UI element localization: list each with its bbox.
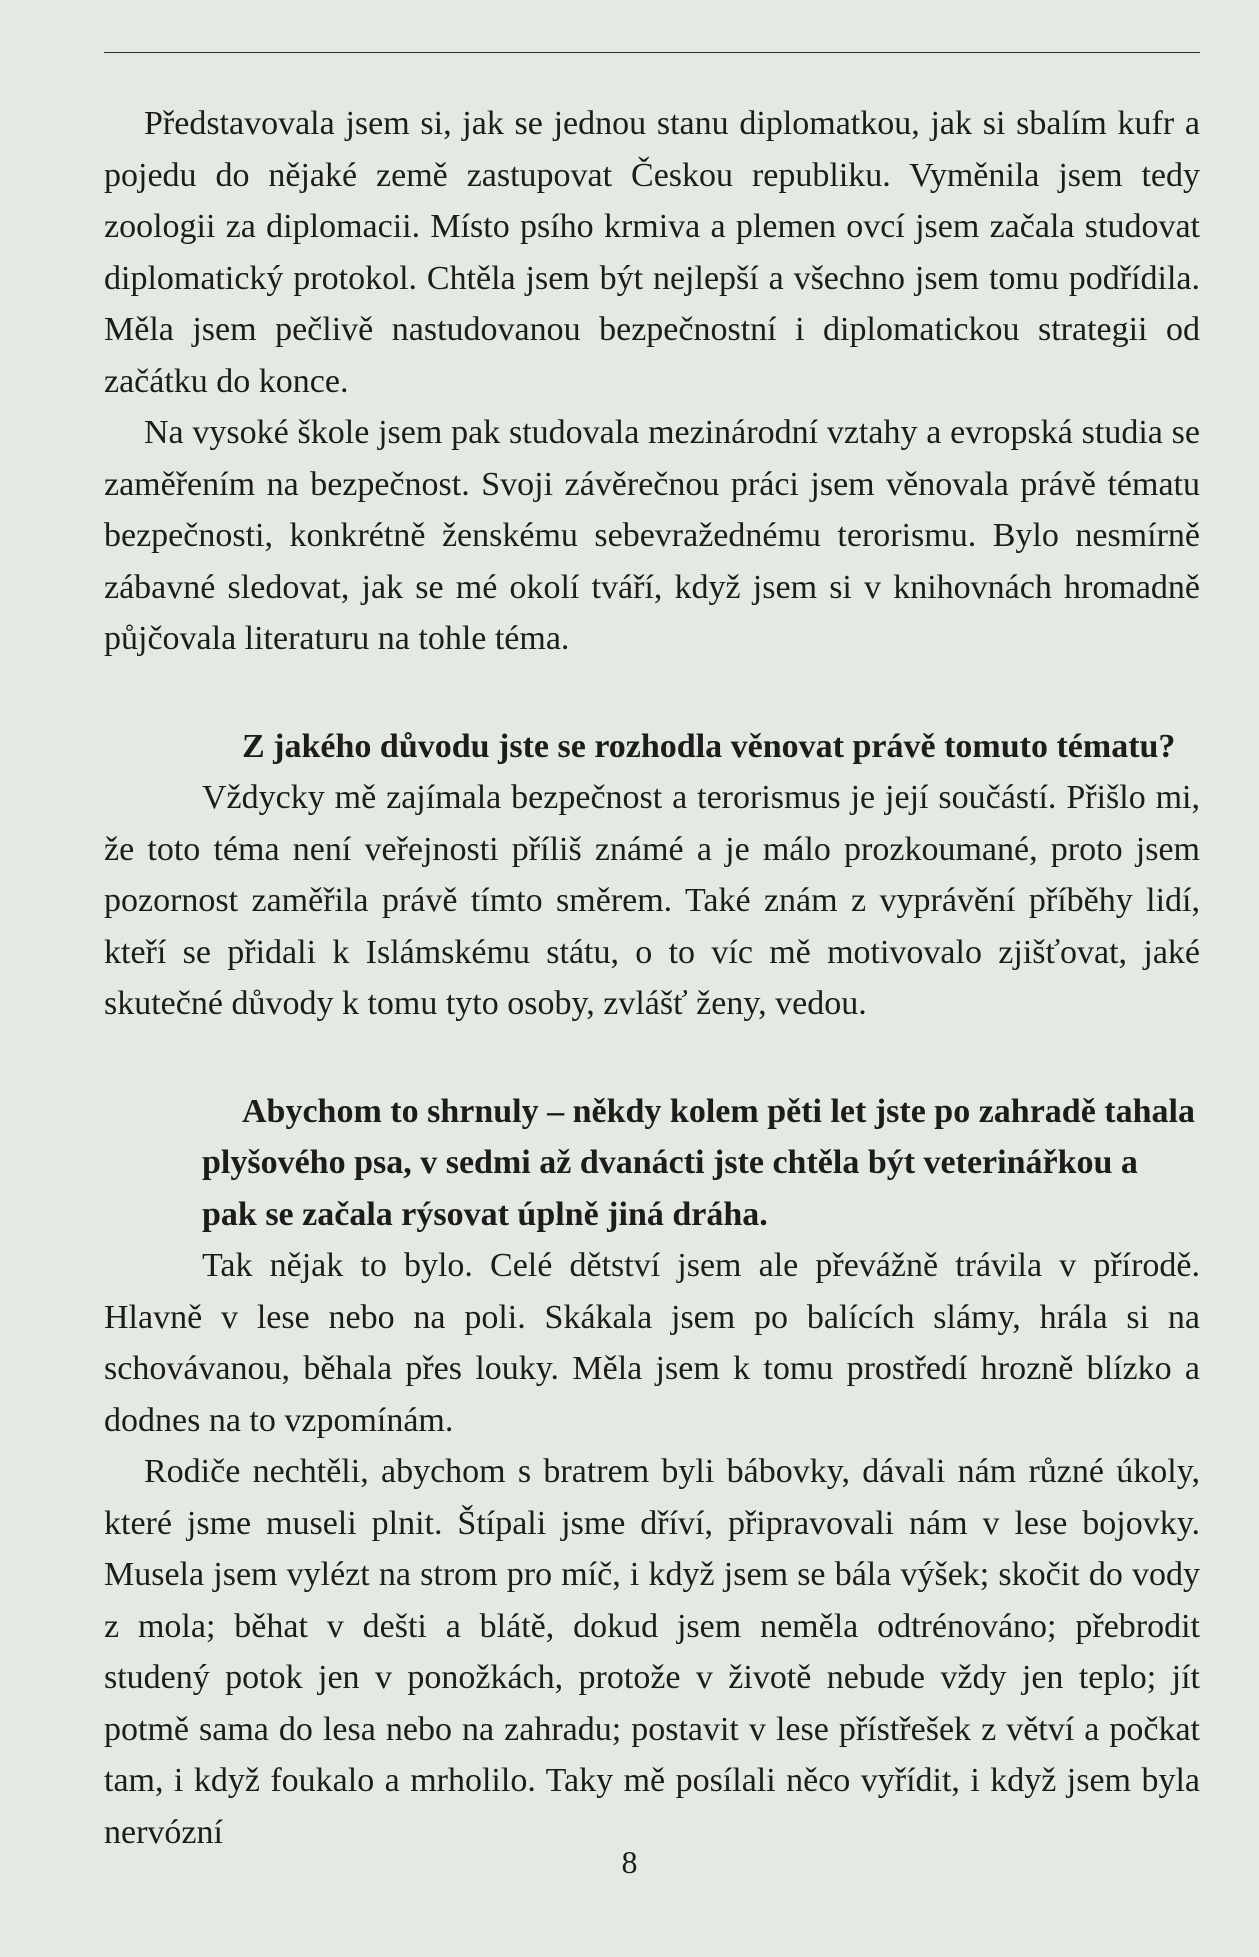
header-rule bbox=[104, 52, 1200, 53]
paragraph: Představovala jsem si, jak se jednou stanu diplomatkou, jak si sbalím kufr a pojedu do nějaké země zastupovat Českou republiku. Vyměnila jsem tedy zoologii za diplomacii. Místo psího krmiva a plemen ovcí jsem začala studovat diplomatický protokol. Chtěla jsem být nejlepší a všechno jsem tomu podřídila. Měla jsem pečlivě nastudovanou bezpečnostní i diplomatickou strategii od začátku do konce. bbox=[104, 105, 1200, 400]
interview-question: Abychom to shrnuly – někdy kolem pěti let jste po zahradě tahala plyšového psa, v sedmi až dvanácti jste chtěla být veterinářkou a pak se začala rýsovat úplně jiná dráha. bbox=[202, 1092, 1195, 1233]
page-number: 8 bbox=[621, 1844, 638, 1880]
paragraph: Rodiče nechtěli, abychom s bratrem byli bábovky, dávali nám různé úkoly, které jsme museli plnit. Štípali jsme dříví, připravovali nám v lese bojovky. Musela jsem vylézt na strom pro míč, i když jsem se bála výšek; skočit do vody z mola; běhat v dešti a blátě, dokud jsem neměla odtrénováno; přebrodit studený potok jen v ponožkách, protože v životě nebude vždy jen teplo; jít potmě sama do lesa nebo na zahradu; postavit v lese přístřešek z větví a počkat tam, i když foukalo a mrholilo. Taky mě posílali něco vyřídit, i když jsem byla nervózní bbox=[104, 1453, 1200, 1851]
page-text bbox=[104, 98, 1200, 1858]
paragraph: Na vysoké škole jsem pak studovala mezinárodní vztahy a evropská studia se zaměřením na bezpečnost. Svoji závěrečnou práci jsem věnovala právě tématu bezpečnosti, konkrétně ženskému sebevražednému terorismu. Bylo nesmírně zábavné sledovat, jak se mé okolí tváří, když jsem si v knihovnách hromadně půjčovala literaturu na tohle téma. bbox=[104, 414, 1200, 657]
interview-answer: Tak nějak to bylo. Celé dětství jsem ale převážně trávila v přírodě. Hlavně v lese nebo na poli. Skákala jsem po balících slámy, hrála si na schovávanou, běhala přes louky. Měla jsem k tomu prostředí hrozně blízko a dodnes na to vzpomínám. bbox=[104, 1247, 1200, 1439]
interview-question: Z jakého důvodu jste se rozhodla věnovat právě tomuto tématu? bbox=[242, 727, 1176, 765]
interview-answer: Vždycky mě zajímala bezpečnost a terorismus je její součástí. Přišlo mi, že toto téma není veřejnosti příliš známé a je málo prozkoumané, proto jsem pozornost zaměřila právě tímto směrem. Také znám z vyprávění příběhy lidí, kteří se přidali k Islámskému státu, o to víc mě motivovalo zjišťovat, jaké skutečné důvody k tomu tyto osoby, zvlášť ženy, vedou. bbox=[104, 779, 1200, 1022]
